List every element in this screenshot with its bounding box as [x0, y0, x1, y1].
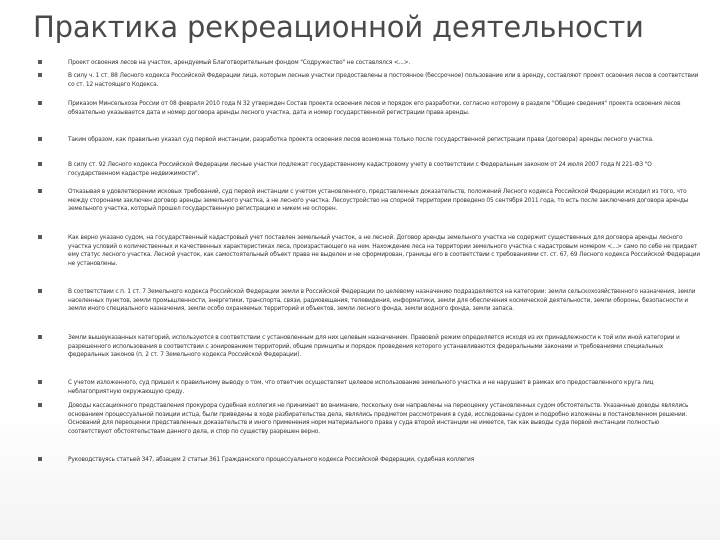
- square-bullet-icon: [38, 73, 42, 77]
- square-bullet-icon: [38, 101, 42, 105]
- item-text: Как верно указано судом, на государственный кадастровый учет поставлен земельный участок, а не лесной. Договор аренды земельного участка не содержит существенных для договора аренды лесного участка условий о количественных и качественных характеристиках леса, произрастающего на нем. Нахождение леса на территории земельного участка с кадастровым номером <...> само по себе не придает ему статус лесного участка. Лесной участок, как самостоятельный объект права не выделен и не сформирован, границы его в соответствии с требованиями ст. ст. 67, 69 Лесного кодекса Российской Федерации не установлены.: [68, 233, 701, 267]
- square-bullet-icon: [38, 335, 42, 339]
- item-text: Отказывая в удовлетворении исковых требований, суд первой инстанции с учетом установленного, представленных доказательств, положений Лесного кодекса Российской Федерации исходил из того, что между сторонами заключен договор аренды земельного участка, а не лесного участка. Лесоустройство на спорной территории проведено 05 сентября 2011 года, то есть после заключения договора аренды земельного участка, который прошел государственную регистрацию и никем не оспорен.: [68, 187, 689, 212]
- square-bullet-icon: [38, 403, 42, 407]
- list-item: [38, 378, 704, 401]
- item-text: Земли вышеуказанных категорий, используются в соответствии с установленным для них целевым назначением. Правовой режим определяется исходя из их принадлежности к той или иной категории и разрешенного использования в соответствии с зонированием территорий, общие принципы и порядок проведения которого устанавливаются федеральными законами и требованиями специальных федеральных законов (п. 2 ст. 7 Земельного кодекса Российской Федерации).: [68, 333, 680, 358]
- item-text: В соответствии с п. 1 ст. 7 Земельного кодекса Российской Федерации земли в Российской Федерации по целевому назначению подразделяются на категории: земли сельскохозяйственного назначения, земли населенных пунктов, земли промышленности, энергетики, транспорта, связи, радиовещания, телевидения, информатики, земли для обеспечения космической деятельности, земли обороны, безопасности и земли иного специального назначения, земли особо охраняемых территорий и объектов, земли лесного фонда, земли водного фонда, земли запаса.: [68, 287, 696, 312]
- list-item: [38, 455, 704, 467]
- list-item: [38, 401, 704, 455]
- item-text: Руководствуясь статьей 347, абзацем 2 статьи 361 Гражданского процессуального кодекса Российской Федерации, судебная коллегия: [68, 455, 475, 463]
- list-item: [38, 71, 704, 99]
- list-item: [38, 233, 704, 287]
- square-bullet-icon: [38, 457, 42, 461]
- item-text: Доводы кассационного представления прокурора судебная коллегия не принимает во внимание, поскольку они направлены на переоценку установленных судом обстоятельств. Указанные доводы являлись основанием процессуальной позиции истца, были приведены в ходе разбирательства дела, являлись предметом рассмотрения в суде, исследованы судом и подробно изложены в постановленном решении. Оснований для переоценки представленных доказательств и иного применения норм материального права у суда второй инстанции не имеется, так как выводы суда первой инстанции полностью соответствуют обстоятельствам данного дела, и спор по существу разрешен верно.: [68, 401, 689, 435]
- list-item: [38, 287, 704, 333]
- square-bullet-icon: [38, 137, 42, 141]
- bullet-list: [38, 58, 704, 467]
- square-bullet-icon: [38, 235, 42, 239]
- list-item: [38, 58, 704, 71]
- item-text: Таким образом, как правильно указал суд первой инстанции, разработка проекта освоения лесов возможна только после государственной регистрации права (договора) аренды лесного участка.: [68, 135, 654, 143]
- square-bullet-icon: [38, 60, 42, 64]
- item-text: Приказом Минсельхоза России от 08 февраля 2010 года N 32 утвержден Состав проекта освоения лесов и порядок его разработки, согласно которому в разделе "Общие сведения" проекта освоения лесов обязательно указывается дата и номер договора аренды лесного участка, дата и номер государственной регистрации права аренды.: [68, 99, 681, 116]
- square-bullet-icon: [38, 162, 42, 166]
- list-item: [38, 160, 704, 187]
- list-item: [38, 187, 704, 233]
- item-text: В силу ст. 92 Лесного кодекса Российской Федерации лесные участки подлежат государственному кадастровому учету в соответствии с Федеральным законом от 24 июля 2007 года N 221-ФЗ "О государственном кадастре недвижимости".: [68, 160, 652, 177]
- square-bullet-icon: [38, 289, 42, 293]
- item-text: Проект освоения лесов на участок, арендуемый Благотворительным фондом "Содружество" не составлялся <...>.: [68, 58, 411, 66]
- list-item: [38, 333, 704, 378]
- square-bullet-icon: [38, 189, 42, 193]
- item-text: С учетом изложенного, суд пришел к правильному выводу о том, что ответчик осуществляет целевое использование земельного участка и не нарушает в рамках его предоставленного круга лиц неблагоприятную окружающую среду.: [68, 378, 654, 395]
- list-item: [38, 99, 704, 135]
- slide-title: Практика рекреационной деятельности: [33, 10, 644, 44]
- list-item: [38, 135, 704, 160]
- square-bullet-icon: [38, 380, 42, 384]
- item-text: В силу ч. 1 ст. 88 Лесного кодекса Российской Федерации лица, которым лесные участки предоставлены в постоянное (бессрочное) пользование или в аренду, составляют проект освоения лесов в соответствии со ст. 12 настоящего Кодекса.: [68, 71, 699, 88]
